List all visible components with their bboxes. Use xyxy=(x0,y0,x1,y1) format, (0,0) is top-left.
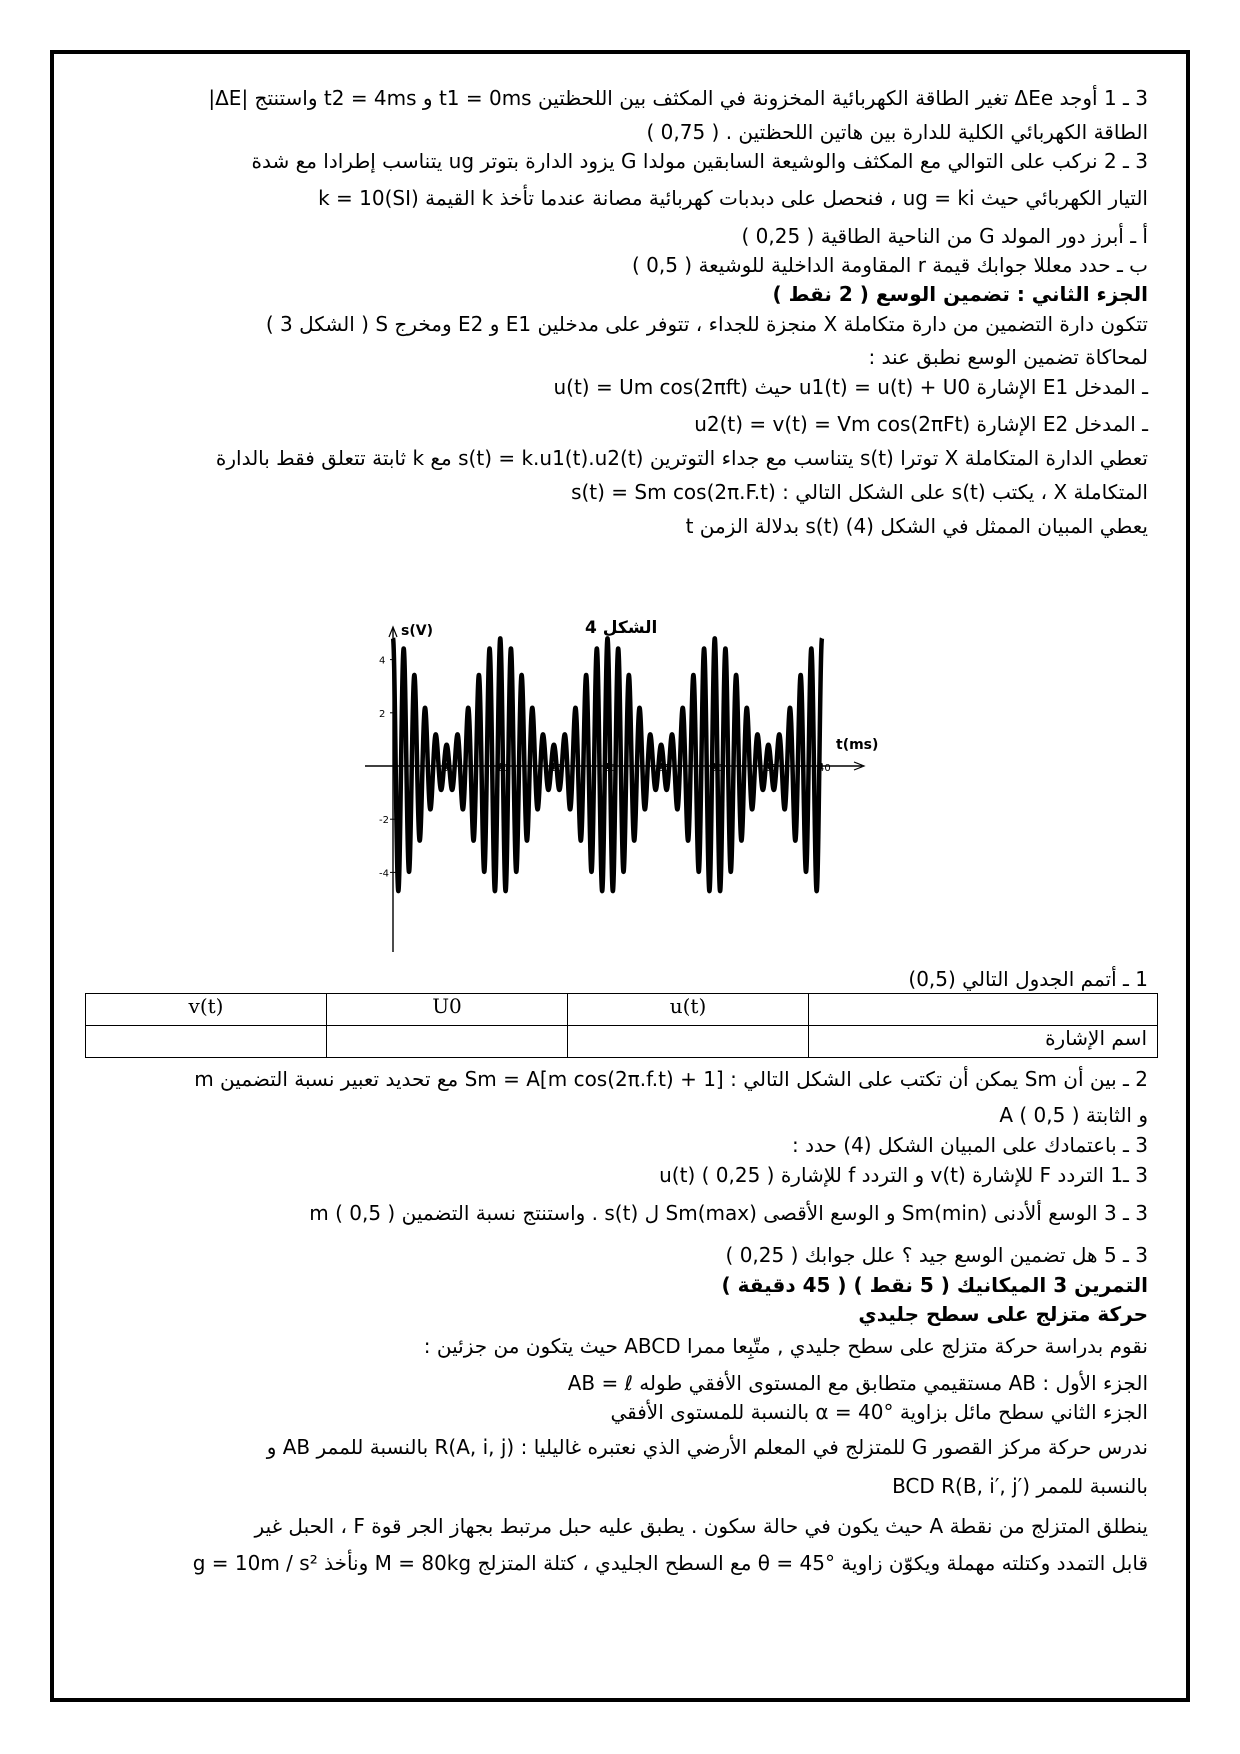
text-line: 1 ـ أتمم الجدول التالي (0,5) xyxy=(908,967,1148,991)
y-tick-label: -2 xyxy=(379,815,389,827)
x-tick-label: 40 xyxy=(818,763,831,774)
text-line: 3 ـ 1 أوجد ΔEe تغير الطاقة الكهربائية المخزونة في المكثف بين اللحظتين t1 = 0ms و t2 = 4ms واستنتج |ΔE| xyxy=(208,86,1148,110)
table-row-label: اسم الإشارة xyxy=(809,1026,1158,1058)
text-line: المتكاملة X ، يكتب s(t) على الشكل التالي : s(t) = Sm cos(2π.F.t) xyxy=(571,480,1148,504)
text-line: 3 ـ1 التردد F للإشارة v(t) و التردد f للإشارة u(t) ( 0,25 ) xyxy=(659,1163,1148,1187)
y-axis-label: s(V) xyxy=(401,623,433,639)
signal-table xyxy=(85,993,1158,1058)
text-line: ندرس حركة مركز القصور G للمتزلج في المعلم الأرضي الذي نعتبره غاليليا : R(A, i, j) بالنسبة للممر AB و xyxy=(266,1435,1148,1459)
exercise-subtitle: حركة متزلج على سطح جليدي xyxy=(858,1302,1148,1326)
text-line: تتكون دارة التضمين من دارة متكاملة X منجزة للجداء ، تتوفر على مدخلين E1 و E2 ومخرج S ( الشكل 3 ) xyxy=(265,312,1148,336)
text-line: 3 ـ باعتمادك على المبيان الشكل (4) حدد : xyxy=(792,1133,1148,1157)
text-line: الطاقة الكهربائي الكلية للدارة بين هاتين اللحظتين . ( 0,75 ) xyxy=(646,120,1148,144)
text-line: بالنسبة للممر BCD R(B, i′, j′) xyxy=(892,1474,1148,1498)
text-line: قابل التمدد وكتلته مهملة ويكوّن زاوية θ = 45° مع السطح الجليدي ، كتلة المتزلج M = 80kg ونأخذ g = 10m / s² xyxy=(192,1551,1148,1575)
text-line: ـ المدخل E2 الإشارة u2(t) = v(t) = Vm cos(2πFt) xyxy=(694,412,1148,436)
table-cell[interactable] xyxy=(568,1026,809,1058)
text-line: 3 ـ 3 الوسع ألأدنى Sm(min) و الوسع الأقصى Sm(max) ل s(t) . واستنتج نسبة التضمين m ( 0,5 ) xyxy=(309,1201,1148,1225)
table-header-cell: U0 xyxy=(327,994,568,1026)
x-tick-label: 25 xyxy=(657,763,670,774)
x-axis-label: t(ms) xyxy=(836,737,879,753)
section-title: الجزء الثاني : تضمين الوسع ( 2 نقط ) xyxy=(772,282,1148,306)
text-line: نقوم بدراسة حركة متزلج على سطح جليدي , متّبِعا ممرا ABCD حيث يتكون من جزئين : xyxy=(423,1334,1148,1358)
table-header-cell: v(t) xyxy=(86,994,327,1026)
x-tick-label: 20 xyxy=(603,763,617,774)
text-line: التيار الكهربائي حيث ug = ki ، فنحصل على دبدبات كهربائية مصانة عندما تأخذ k القيمة k = 10(SI) xyxy=(318,186,1148,210)
x-tick-label: 5 xyxy=(442,763,449,774)
x-tick-label: 30 xyxy=(710,763,724,774)
x-tick-label: 35 xyxy=(764,763,778,774)
y-tick-label: -4 xyxy=(379,868,389,880)
text-line: ـ المدخل E1 الإشارة u1(t) = u(t) + U0 حيث u(t) = Um cos(2πft) xyxy=(553,375,1148,399)
exercise-title: التمرين 3 الميكانيك ( 5 نقط ) ( 45 دقيقة ) xyxy=(721,1273,1148,1297)
table-row xyxy=(86,1026,1158,1058)
text-line: 2 ـ بين أن Sm يمكن أن تكتب على الشكل التالي : Sm = A[m cos(2π.f.t) + 1] مع تحديد تعبير نسبة التضمين m xyxy=(194,1067,1148,1091)
text-line: 3 ـ 5 هل تضمين الوسع جيد ؟ علل جوابك ( 0,25 ) xyxy=(725,1243,1148,1267)
text-line: ينطلق المتزلج من نقطة A حيث يكون في حالة سكون . يطبق عليه حبل مرتبط بجهاز الجر قوة F ، الحبل غير xyxy=(254,1514,1148,1538)
y-tick-label: 2 xyxy=(379,708,386,720)
table-cell[interactable] xyxy=(86,1026,327,1058)
modulation-chart xyxy=(360,612,960,962)
table-header-cell: u(t) xyxy=(568,994,809,1026)
table-header-cell xyxy=(809,994,1158,1026)
text-line: يعطي المبيان الممثل في الشكل (4) s(t) بدلالة الزمن t xyxy=(685,514,1148,538)
text-line: أ ـ أبرز دور المولد G من الناحية الطاقية ( 0,25 ) xyxy=(741,224,1148,248)
text-line: الجزء الثاني سطح مائل بزاوية α = 40° بالنسبة للمستوى الأفقي xyxy=(610,1400,1148,1424)
text-line: 3 ـ 2 نركب على التوالي مع المكثف والوشيعة السابقين مولدا G يزود الدارة بتوتر ug يتناسب إطرادا مع شدة xyxy=(251,149,1148,173)
x-tick-label: 10 xyxy=(496,763,509,774)
text-line: الجزء الأول : AB مستقيمي متطابق مع المستوى الأفقي طوله AB = ℓ xyxy=(567,1371,1148,1395)
table-header-row xyxy=(86,994,1158,1026)
text-line: تعطي الدارة المتكاملة X توترا s(t) يتناسب مع جداء التوترين s(t) = k.u1(t).u2(t) مع k ثابتة تتعلق فقط بالدارة xyxy=(215,446,1148,470)
text-line: لمحاكاة تضمين الوسع نطبق عند : xyxy=(868,345,1148,369)
table-cell[interactable] xyxy=(327,1026,568,1058)
text-line: و الثابتة A ( 0,5 ) xyxy=(999,1103,1148,1127)
y-tick-label: 4 xyxy=(379,655,386,667)
chart-title: الشكل 4 xyxy=(585,618,658,638)
text-line: ب ـ حدد معللا جوابك قيمة r المقاومة الداخلية للوشيعة ( 0,5 ) xyxy=(631,253,1148,277)
x-tick-label: 15 xyxy=(549,763,563,774)
